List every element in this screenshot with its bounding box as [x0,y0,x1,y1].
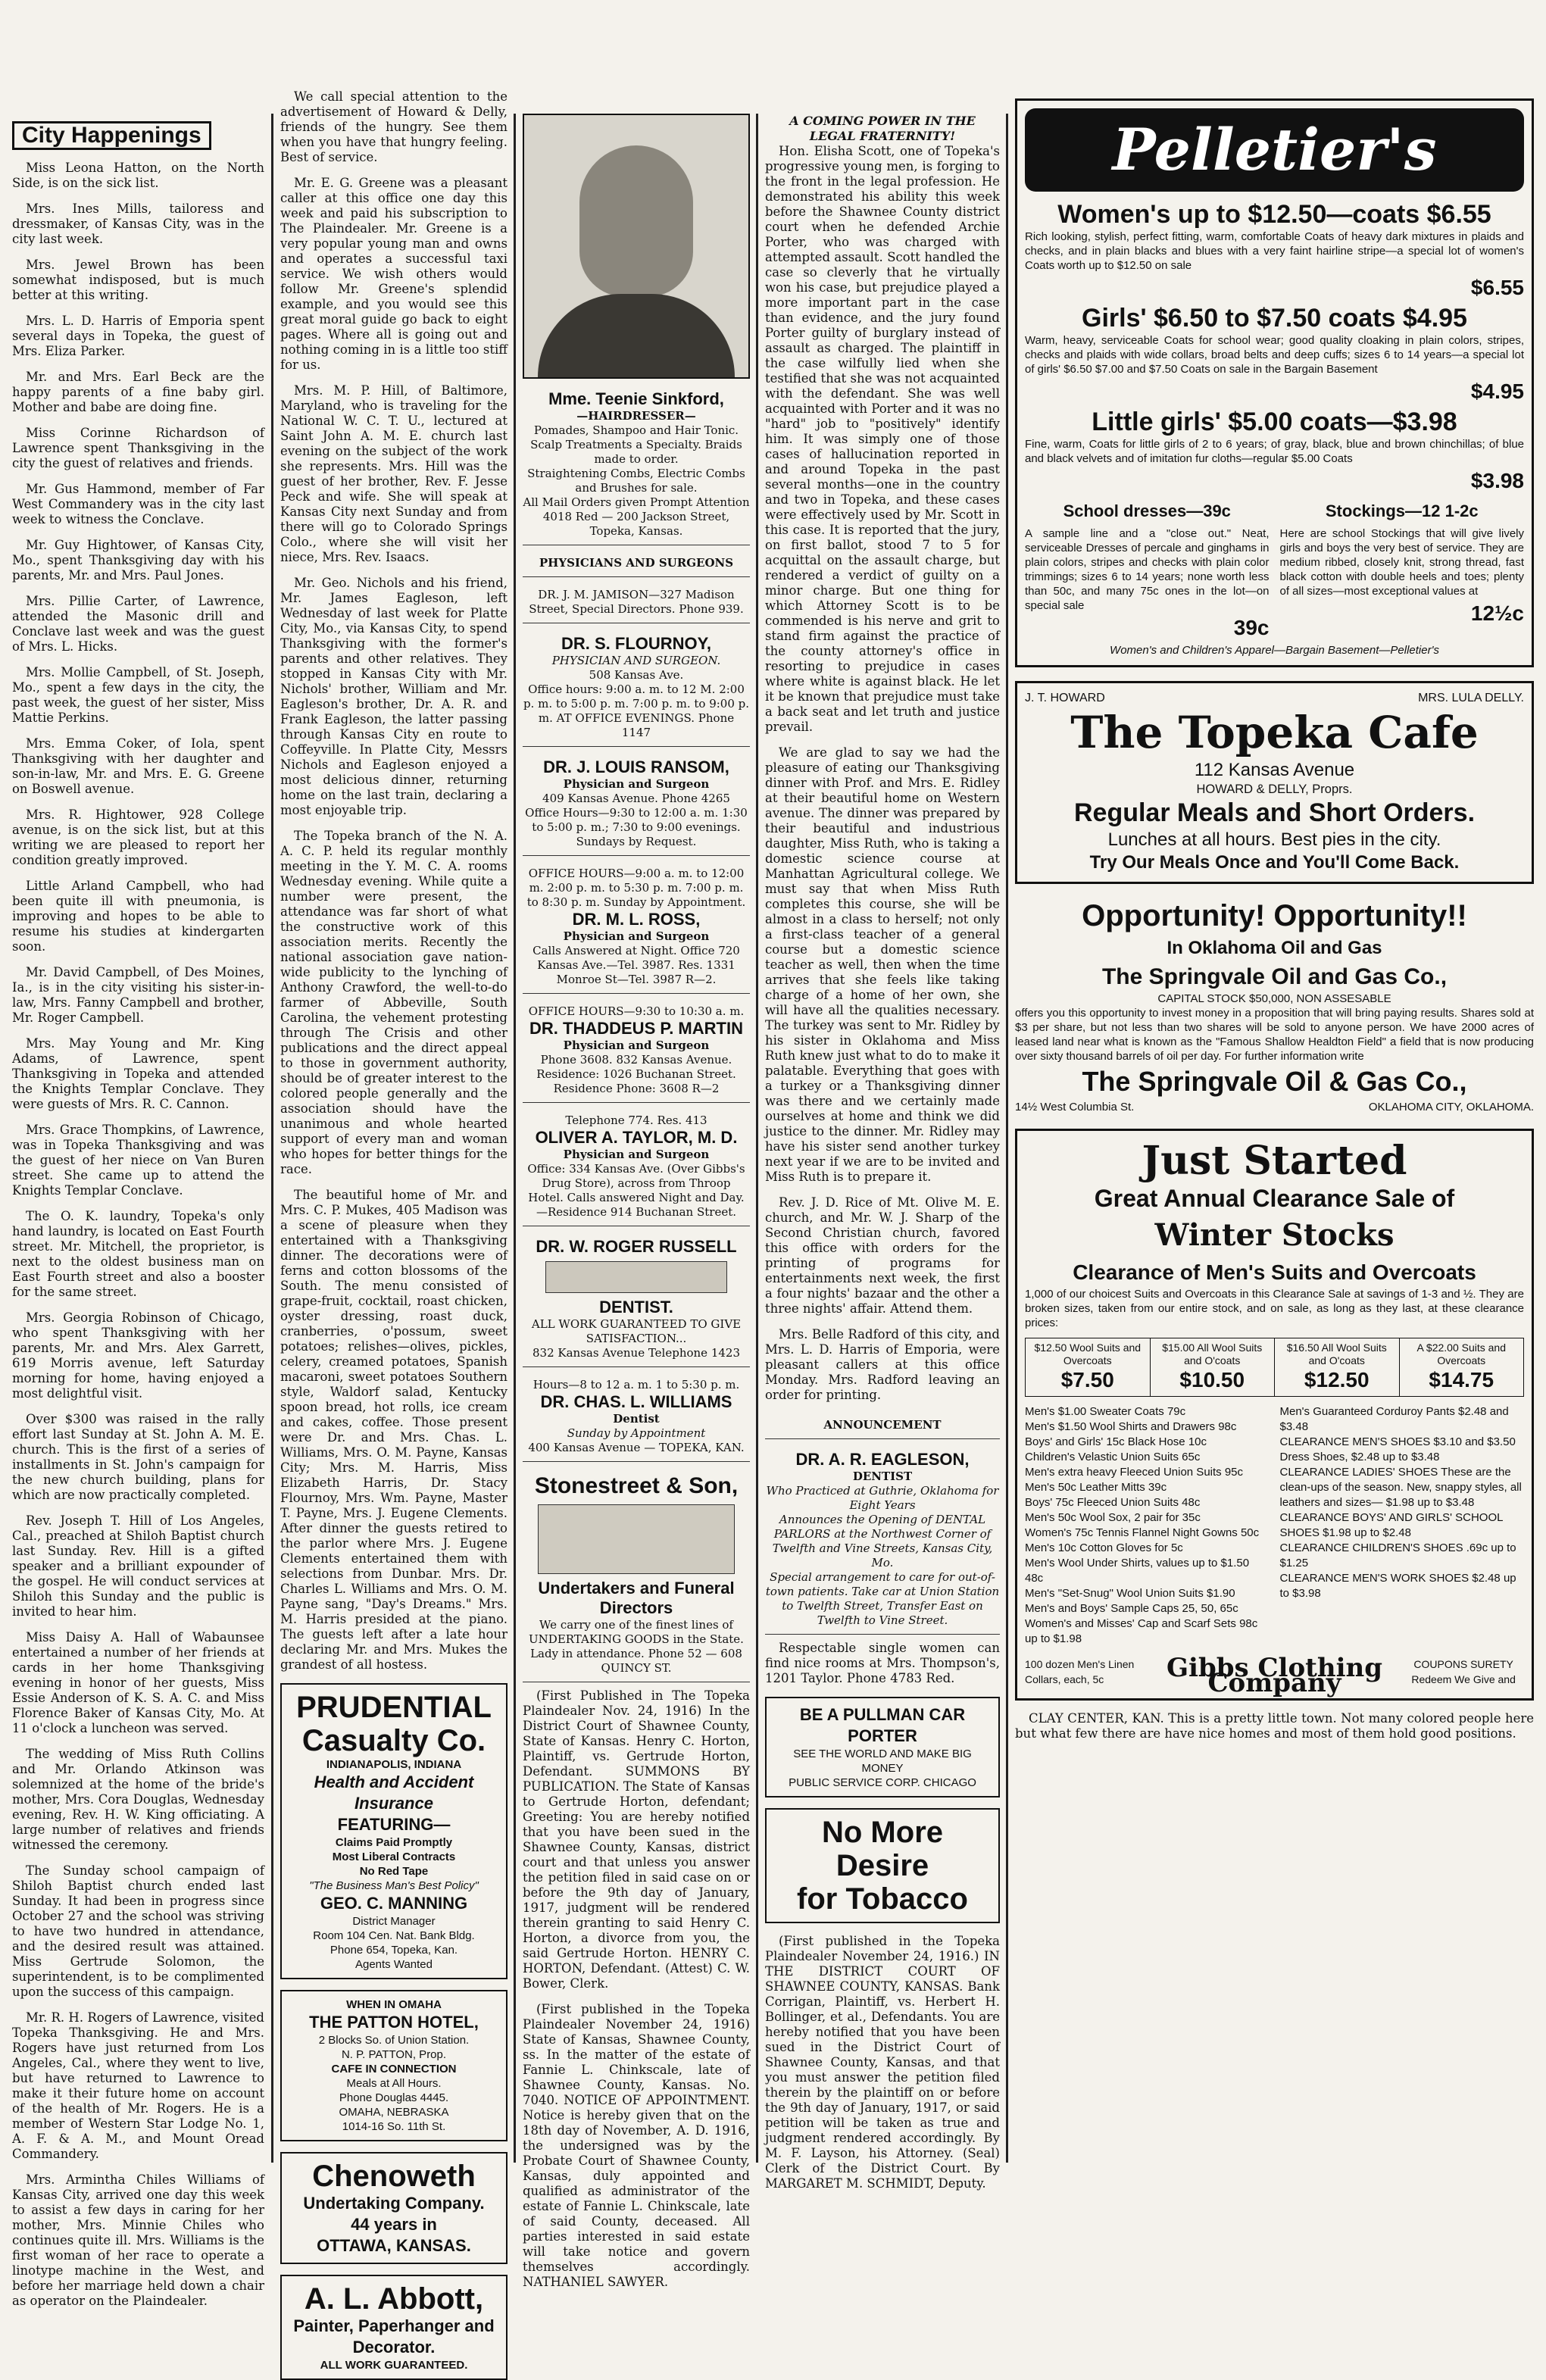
ad-line: Clearance of Men's Suits and Overcoats [1073,1260,1476,1284]
teeth-illustration [545,1261,727,1293]
news-item: Hon. Elisha Scott, one of Topeka's progressive young men, is forging to the front in the legal profession. He demonstrated his ability this week before the Shawnee County district court when he defended Archie Porter, who was charged with attempted assault. Scott handled the case so cleverly that he virtually won his case, but prejudice played a more important part in the case than evidence, and the jury found Porter guilty of burglary instead of assault as charged. The plaintiff in the case wilfully lied when she testified that she was not acquainted with the defendant. She was well acquainted with Porter and it was no "hard" job to "positively" identify him. It was simply one of those cases of hallucination reported in and around Topeka in the past several months—one in the country and two in Topeka, and these cases were effectively used by Mr. Scott in this case. It is reported that the jury, on first ballot, stood 7 to 5 for acquittal on the assault charge, but rendered a verdict of guilty on a minor charge. But one thing for which Attorney Scott is to be commended is his nerve and grit to stand firm against the practice of the county attorney's office in resorting to prejudice in cases where white is against black. He let it be known that prejudice must take a back seat and let truth and justice prevail. [765,144,1000,734]
news-item: The Sunday school campaign of Shiloh Baptist church ended last Sunday. It had been in progress since October 27 and the school was striving to have two hundred in attendance, and the desired result was attained. Miss Gertrude Solomon, the superintendent, is to be complimented upon the success of this campaign. [12,1863,264,1999]
price-value: $12.50 [1304,1368,1370,1391]
news-item: Mr. Geo. Nichols and his friend, Mr. James Eagleson, left Wednesday of last week for Platte City, Mo., via Kansas City, to spend Thanksgiving with the former's parents and other relatives. They stopped in Kansas City with Mr. Nichols' brother, William and Mr. Eagleson's brother, Dr. A. R. and Frank Eagleson, the latter passing through Kansas City en route to Coffeyville. In Platte City, Messrs Nichols and Eagleson enjoyed a most delicious dinner, returning home on the last train, declaring a most enjoyable trip. [280,576,508,817]
card-line: Office hours: 9:00 a. m. to 12 M. 2:00 p. m. to 5:00 p. m. 7:00 p. m. to 9:00 p. m. AT OFFICE EVENINGS. Phone 1147 [523,682,750,739]
ransom-card [523,753,750,856]
dresses-block [1025,496,1270,643]
springvale-oil-ad [1015,898,1534,1115]
price-cell [1400,1338,1524,1396]
card-line: Sunday by Appointment [567,1426,706,1440]
taylor-card [523,1109,750,1226]
ad-city: INDIANAPOLIS, INDIANA [326,1758,462,1771]
ad-company: The Springvale Oil & Gas Co., [1082,1066,1467,1097]
card-name: DR. S. FLOURNOY, [561,634,711,653]
ad-headline: Winter Stocks [1154,1217,1395,1253]
ad-line: Undertakers and Funeral Directors [538,1579,735,1617]
sale-item: Men's 50c Wool Sox, 2 pair for 35c [1025,1511,1201,1524]
news-item: Mrs. Georgia Robinson of Chicago, who spent Thanksgiving with her parents, Mr. and Mrs. Alex Garrett, 619 Morris avenue, left Saturday morning for home, having enjoyed a most delightful visit. [12,1310,264,1401]
ad-text: Fine, warm, Coats for little girls of 2 to 6 years; of gray, black, blue and brown chinchillas; of blue and black velvets and of imitation fur cloths—regular $5.00 Coats [1025,438,1524,465]
column-four [761,114,1004,2191]
card-line: ALL WORK GUARANTEED TO GIVE SATISFACTION... [531,1317,742,1345]
classified-ad: Respectable single women can find nice rooms at Mrs. Thompson's, 1201 Taylor. Phone 4783 Red. [765,1641,1000,1685]
ad-line: Pomades, Shampoo and Hair Tonic. [533,423,739,437]
price-value: $10.50 [1179,1368,1245,1391]
ad-line: Phone 654, Topeka, Kan. [330,1944,458,1957]
card-name: DR. W. ROGER RUSSELL [536,1237,737,1256]
price-desc: $15.00 All Wool Suits and O'coats [1162,1341,1263,1366]
news-item: Miss Daisy A. Hall of Wabaunsee entertained a number of her friends at cards in her home Thanksgiving evening in honor of her guests, Miss Essie Anderson of K. S. A. C. and Miss Florence Baker of Kansas City, Mo. At 11 o'clock a luncheon was served. [12,1630,264,1735]
ad-price: 12½c [1470,601,1524,625]
williams-card [523,1373,750,1462]
ad-line: 44 years in [351,2215,437,2234]
ad-title: A. L. Abbott, [304,2282,484,2316]
sinkford-ad [523,385,750,545]
card-title: Dentist [613,1412,660,1426]
price-grid [1025,1338,1524,1397]
news-item: We call special attention to the advertisement of Howard & Delly, friends of the hungry. See them when you have that hungry feeling. Best of service. [280,89,508,164]
ad-price: $3.98 [1470,469,1524,492]
announcement-label: ANNOUNCEMENT [765,1413,1000,1439]
bottom-article: CLAY CENTER, KAN. This is a pretty little town. Not many colored people here but what few there are have nice homes and most of them hold good positions. [1015,1711,1534,1741]
news-item: Mr. E. G. Greene was a pleasant caller at this office one day this week and paid his subscription to The Plaindealer. Mr. Greene is a very popular young man and owns and operates a successful taxi service. We wish others would follow Mr. Greene's splendid example, and you would see this great moral guide go back to eight pages. Where all is going out and nothing coming in is a little too stiff for us. [280,176,508,372]
card-title: Physician and Surgeon [563,1148,710,1161]
sale-item: Women's 75c Tennis Flannel Night Gowns 50c [1025,1526,1260,1539]
ad-text: Rich looking, stylish, perfect fitting, warm, comfortable Coats of heavy dark mixtures in plaids and checks, and in plain blacks and blues with a very faint hairline stripe—a special lot of women's Coats worth up to $12.50 on sale [1025,230,1524,272]
ad-title: No More Desire [822,1816,943,1882]
news-item: Mrs. Armintha Chiles Williams of Kansas City, arrived one day this week to assist a few days in caring for her mother, Mrs. Minnie Chiles who continues quite ill. Mrs. Williams is the first woman of her race to operate a linotype machine in the West, and before her marriage held down a chair as operator on the Plaindealer. [12,2172,264,2308]
ad-line: Health and Accident Insurance [314,1773,474,1813]
abbott-ad [280,2275,508,2380]
ad-line: CAFE IN CONNECTION [331,2063,457,2075]
article-list [12,161,264,2309]
ad-feature: Most Liberal Contracts [332,1851,456,1863]
news-item: Mr. R. H. Rogers of Lawrence, visited Topeka Thanksgiving. He and Mrs. Rogers have just returned from Los Angeles, Cal., where they went to live, but have returned to Lawrence to make it their future home on account of the health of Mr. Rogers. He is a member of Western Star Lodge No. 1, A. F. & A. M., and Mount Oread Commandery. [12,2010,264,2161]
sale-item: Women's and Misses' Cap and Scarf Sets 98c up to $1.98 [1025,1617,1258,1645]
ad-address-row [1015,1100,1534,1115]
ad-headline: Girls' $6.50 to $7.50 coats $4.95 [1082,304,1467,333]
ad-text: Here are school Stockings that will give lively girls and boys the very best of service. They are medium ribbed, closely knit, strong thread, fast black cotton with double heels and toes; plenty of all sizes—most exceptional values at [1279,527,1524,598]
ad-title: PRUDENTIAL Casualty Co. [296,1691,492,1757]
ad-headline: School dresses—39c [1063,501,1231,520]
news-item: Rev. Joseph T. Hill of Los Angeles, Cal., preached at Shiloh Baptist church last Sunday. Rev. Hill is a gifted speaker and a brilliant expounder of the gospel. He will conduct services at Shiloh this Sunday and the public is invited to hear him. [12,1513,264,1619]
pelletiers-ad [1015,98,1534,667]
news-item: The beautiful home of Mr. and Mrs. C. P. Mukes, 405 Madison was a scene of pleasure when they entertained with a Thanksgiving dinner. The decorations were of ferns and cotton blossoms of the South. The menu consisted of grape-fruit, cocktail, roast chicken, oyster dressing, roast duck, cranberries, o'possum, sweet potatoes; relishes—olives, pickles, celery, creamed potatoes, Spanish macaroni, sweet potatoes Southern style, Waldorf salad, Kentucky spoon bread, hot rolls, ice cream and cakes, coffee. Those present were Dr. and Mrs. Chas. L. Williams, Mrs. O. M. Payne, Kansas City; Mrs. M. Harris, Miss Elizabeth Harris, Dr. Stacy Flournoy, Mrs. Wm. Payne, Master T. Payne, Mrs. J. Eugene Clements. After dinner the guests retired to the parlor where Mrs. J. Eugene Clements entertained them with selections from Dunbar. Mrs. Dr. Charles L. Williams and Mrs. O. M. Payne sang, "Day's Dreams." Mrs. M. Harris presided at the piano. The guests left after a late hour declaring Mr. and Mrs. Mukes the grandest of all hostess. [280,1188,508,1672]
jamison-card: DR. J. M. JAMISON—327 Madison Street, Special Directors. Phone 939. [523,583,750,623]
news-item: Little Arland Campbell, who had been quite ill with pneumonia, is improving and hopes to be able to resume his studies at kindergarten soon. [12,879,264,954]
sale-list-left [1025,1404,1270,1647]
section-header: City Happenings [12,121,211,150]
card-line: Hours—8 to 12 a. m. 1 to 5:30 p. m. [533,1378,740,1391]
portrait-face [579,145,693,297]
article-heading: A COMING POWER IN THE LEGAL FRATERNITY! [789,114,976,143]
news-item: We are glad to say we had the pleasure of eating our Thanksgiving dinner with Prof. and Mrs. E. Ridley at their beautiful home on Western avenue. The dinner was prepared by their beautiful and industrious daughter, Miss Ruth, who is taking a domestic science course at Manhattan Agricultural college. We must say that when Miss Ruth completes this course, she will be almost in a class to herself; not only a first-class teacher of a general course but a domestic science teacher as well, then when the time arrives that she feels like taking charge of a home of her own, she will have all the qualities necessary. The turkey was sent to Mr. Ridley by his sister in Oklahoma and Miss Ruth knew just what to do to make it palatable. Everything that goes with a turkey or a Thanksgiving dinner was there and we certainly made ourselves at home and think we did justice to the dinner. Mr. Ridley may have his sister send another turkey next year if we are to be invited and Miss Ruth is to prepare it. [765,745,1000,1184]
ad-line: Announces the Opening of DENTAL PARLORS at the Northwest Corner of Twelfth and Vine Streets, Kansas City, Mo. [772,1513,993,1569]
news-item: Miss Leona Hatton, on the North Side, is on the sick list. [12,161,264,190]
news-item: Mrs. M. P. Hill, of Baltimore, Maryland, who is traveling for the National W. C. T. U., lectured at Saint John A. M. E. church last evening on the subject of the work she represents. Mrs. Hill was the guest of her brother, Rev. F. Jesse Peck and wife. She will speak at Kansas City next Sunday and from there will go to Colorado Springs Colo., where she will visit her niece, Mrs. Rev. Isaacs. [280,383,508,564]
ad-line: Straightening Combs, Electric Combs and Brushes for sale. [527,467,745,495]
news-item: Mrs. Pillie Carter, of Lawrence, attended the Masonic drill and Conclave last week and was the guest of Mrs. L. Hicks. [12,594,264,654]
sale-item: Men's Guaranteed Corduroy Pants $2.48 and $3.48 [1279,1405,1509,1433]
tobacco-ad [765,1808,1000,1923]
ad-line: OMAHA, NEBRASKA [339,2106,449,2119]
price-cell [1151,1338,1276,1396]
sale-item: Men's 50c Leather Mitts 39c [1025,1481,1167,1494]
ad-line: Meals at All Hours. [346,2077,442,2090]
gibbs-name: Gibbs Clothing Company [1167,1653,1382,1698]
ad-feature: Claims Paid Promptly [335,1836,453,1849]
ad-line: —HAIRDRESSER— [576,409,696,423]
sale-item: CLEARANCE CHILDREN'S SHOES .69c up to $1.25 [1279,1541,1516,1569]
ad-title: BE A PULLMAN CAR PORTER [799,1705,966,1745]
news-item: Mr. Gus Hammond, member of Far West Commandery was in the city last week to witness the Conclave. [12,482,264,526]
ad-line: Phone Douglas 4445. [339,2091,449,2104]
ad-line: SEE THE WORLD AND MAKE BIG MONEY [793,1748,972,1775]
news-item: Mrs. Jewel Brown has been somewhat indisposed, but is much better at this writing. [12,258,264,302]
ad-line: District Manager [352,1915,436,1928]
price-value: $7.50 [1060,1368,1114,1391]
price-desc: A $22.00 Suits and Overcoats [1416,1341,1507,1366]
news-item: Mrs. L. D. Harris of Emporia spent several days in Topeka, the guest of Mrs. Eliza Parker. [12,314,264,358]
card-title: Physician and Surgeon [563,777,710,791]
price-desc: $16.50 All Wool Suits and O'coats [1286,1341,1387,1366]
ad-slogan: "The Business Man's Best Policy" [309,1879,479,1892]
pelletiers-logo: Pelletier's [1025,108,1524,192]
card-name: DR. THADDEUS P. MARTIN [529,1019,743,1038]
stockings-block [1280,496,1525,643]
sale-item: Men's "Set-Snug" Wool Union Suits $1.90 [1025,1587,1235,1600]
ad-title: DR. A. R. EAGLESON, [795,1450,970,1469]
news-item: Over $300 was raised in the rally effort last Sunday at St. John A. M. E. church. This is the first of a series of installments in St. John's campaign for the new church building, plans for which are now practically completed. [12,1412,264,1502]
legal-notice: (First published in the Topeka Plaindealer November 24, 1916) State of Kansas, Shawnee County, ss. In the matter of the estate of Fannie L. Chinkscale, late of Shawnee County, Kansas. No. 7040. NOTICE OF APPOINTMENT. Notice is hereby given that on the 18th day of November, A. D. 1916, the undersigned was by the Probate Court of Shawnee County, Kansas, duly appointed and qualified as administrator of the estate of Fannie L. Chinkscale, late of said County, deceased. All parties interested in said estate will take notice and govern themselves accordingly. NATHANIEL SAWYER. [523,2002,750,2289]
sale-item: Men's $1.00 Sweater Coats 79c [1025,1405,1186,1418]
news-item: Mrs. R. Hightower, 928 College avenue, is on the sick list, but at this writing we are pleased to report her condition greatly improved. [12,807,264,867]
ad-line: Scalp Treatments a Specialty. Braids made to order. [530,438,742,466]
ad-line: Room 104 Cen. Nat. Bank Bldg. [313,1929,475,1942]
ad-agent: GEO. C. MANNING [320,1894,468,1913]
card-name: DR. M. L. ROSS, [572,910,701,929]
ad-feature: No Red Tape [359,1865,429,1878]
card-name: DR. J. LOUIS RANSOM, [543,757,729,776]
ad-text: offers you this opportunity to invest money in a proposition that will bring paying results. Shares sold at $3 per share, but not less than two shares will be sold to anyone person. We have 2000 acres of leased land near what is known as the "Famous Shallow Healdton Field" a field that is now producing over sixty thousand barrels of oil per day. For further information write [1015,1007,1534,1063]
news-item: Mrs. Grace Thompkins, of Lawrence, was in Topeka Thanksgiving and was the guest of her niece on Van Buren street. She came up to attend the Knights Templar Conclave. [12,1123,264,1198]
news-item: Rev. J. D. Rice of Mt. Olive M. E. church, and Mr. W. J. Sharp of the Second Christian church, favored this office with orders for the printing of programs for entertainments next week, the first a four nights' bazaar and the other a three nights' affair. Attend them. [765,1195,1000,1316]
ad-headline: Little girls' $5.00 coats—$3.98 [1092,408,1457,436]
sale-item: Boys' and Girls' 15c Black Hose 10c [1025,1435,1207,1448]
ad-line: N. P. PATTON, Prop. [341,2048,447,2061]
ad-title: THE PATTON HOTEL, [309,2013,479,2032]
price-cell [1026,1338,1151,1396]
news-item: Mr. and Mrs. Earl Beck are the happy parents of a fine baby girl. Mother and babe are doing fine. [12,370,264,414]
card-name: OLIVER A. TAYLOR, M. D. [535,1128,738,1147]
sale-list-right [1280,1404,1525,1647]
ad-headline: Women's up to $12.50—coats $6.55 [1057,200,1491,229]
column-five-ads [1010,98,1538,2163]
ad-line: PUBLIC SERVICE CORP. CHICAGO [789,1776,976,1789]
ad-headline: Opportunity! Opportunity!! [1082,899,1467,932]
ad-line: CAPITAL STOCK $50,000, NON ASSESABLE [1157,992,1391,1005]
ad-line: In Oklahoma Oil and Gas [1167,938,1382,958]
stonestreet-ad [523,1468,750,1682]
price-value: $14.75 [1429,1368,1494,1391]
sale-item: Boys' 75c Fleeced Union Suits 48c [1025,1496,1201,1509]
news-item: Mrs. Mollie Campbell, of St. Joseph, Mo., spent a few days in the city, the past week, the guest of her sister, Miss Mattie Perkins. [12,665,264,725]
ad-text: 1,000 of our choicest Suits and Overcoats in this Clearance Sale at savings of 1-3 and ½. They are broken sizes, taken from our entire stock, and on sale, as long as they last, at these clearance prices: [1025,1288,1524,1329]
article-list [280,89,508,1673]
ad-price: $4.95 [1470,379,1524,403]
owner-left: J. T. HOWARD [1025,692,1105,704]
ad-line: ALL WORK GUARANTEED. [320,2359,468,2372]
ad-price: 39c [1233,616,1270,639]
flournoy-card [523,629,750,747]
news-item: Mr. David Campbell, of Des Moines, Ia., is in the city visiting his sister-in-law, Mrs. Fanny Campbell and brother, Mr. Roger Campbell. [12,965,264,1025]
ad-line: DENTIST [852,1470,913,1483]
card-line: 409 Kansas Avenue. Phone 4265 [542,792,730,805]
cafe-line: Regular Meals and Short Orders. [1073,798,1476,827]
cafe-address: 112 Kansas Avenue [1194,760,1355,780]
directory-heading: PHYSICIANS AND SURGEONS [523,551,750,577]
sale-item: Men's extra heavy Fleeced Union Suits 95c [1025,1466,1244,1479]
ad-line: WHEN IN OMAHA [346,1998,442,2011]
ross-card [523,862,750,994]
ad-headline: Just Started [1142,1138,1407,1184]
sale-item: Men's $1.50 Wool Shirts and Drawers 98c [1025,1420,1237,1433]
news-item: Mrs. May Young and Mr. King Adams, of Lawrence, spent Thanksgiving in Topeka and attended the Knights Templar Conclave. They were guests of Mrs. R. C. Cannon. [12,1036,264,1111]
news-item: The O. K. laundry, Topeka's only hand laundry, is located on East Fourth street. Mr. Mitchell, the proprietor, is next to the oldest business man on East Fourth street and also a booster for the same street. [12,1209,264,1299]
martin-card [523,1000,750,1103]
portrait-body [538,294,735,377]
card-line: OFFICE HOURS—9:30 to 10:30 a. m. [528,1004,745,1018]
ad-line: Painter, Paperhanger and Decorator. [293,2316,495,2357]
ad-price: $6.55 [1470,276,1524,299]
ad-line: Agents Wanted [354,1958,433,1971]
column-rule [514,114,516,2163]
ad-line: Who Practiced at Guthrie, Oklahoma for Eight Years [766,1484,999,1512]
gibbs-clothing-ad [1015,1129,1534,1701]
topeka-cafe-ad [1015,681,1534,884]
legal-notice: (First Published in The Topeka Plaindealer Nov. 24, 1916) In the District Court of Shawnee County, State of Kansas. Henry C. Horton, Plaintiff, vs. Gertrude Horton, Defendant. SUMMONS BY PUBLICATION. The State of Kansas to Gertrude Horton, defendant; Greeting: You are hereby notified that you have been sued in the Shawnee County, Kansas, district court and that unless you answer the petition filed in said case on or before the 9th day of January, 1917, judgment will be rendered therein granting to said Henry C. Horton, a divorce from you, the said Gertrude Horton. HENRY C. HORTON, Defendant. (Attest) C. W. Bower, Clerk. [523,1688,750,1991]
news-item: Mrs. Ines Mills, tailoress and dressmaker, of Kansas City, was in the city last week. [12,201,264,246]
eagleson-ad [765,1445,1000,1635]
cafe-line: Try Our Meals Once and You'll Come Back. [1089,852,1460,873]
article-list [765,144,1000,1403]
ad-line: 1014-16 So. 11th St. [342,2120,446,2133]
sale-item: Children's Velastic Union Suits 65c [1025,1451,1201,1463]
sale-item: CLEARANCE MEN'S SHOES $3.10 and $3.50 Dress Shoes, $2.48 up to $3.48 [1279,1435,1516,1463]
column-rule [271,114,273,2163]
ad-line: Great Annual Clearance Sale of [1094,1185,1455,1212]
chenoweth-ad [280,2152,508,2264]
sale-item: Men's 10c Cotton Gloves for 5c [1025,1541,1183,1554]
ad-title: Chenoweth [312,2160,476,2193]
ad-headline: Stockings—12 1-2c [1325,501,1479,520]
patton-hotel-ad [280,1990,508,2141]
news-item: The wedding of Miss Ruth Collins and Mr. Orlando Atkinson was solemnized at the home of the bride's mother, Mrs. Cora Douglas, Wednesday evening, Rev. H. W. King officiating. A large number of relatives and friends witnessed the ceremony. [12,1747,264,1852]
card-line: Phone 3608. 832 Kansas Avenue. Residence: 1026 Buchanan Street. Residence Phone: 3608 R—2 [536,1053,736,1095]
sale-item: Men's and Boys' Sample Caps 25, 50, 65c [1025,1602,1238,1615]
price-desc: $12.50 Wool Suits and Overcoats [1034,1341,1142,1366]
ad-line: The Springvale Oil and Gas Co., [1101,964,1448,989]
card-name: DR. CHAS. L. WILLIAMS [540,1392,732,1411]
card-line: Telephone 774. Res. 413 [565,1113,707,1127]
card-line: Office Hours—9:30 to 12:00 a. m. 1:30 to 5:00 p. m.; 7:30 to 9:00 evenings. Sundays by Request. [525,806,748,848]
sale-item: CLEARANCE LADIES' SHOES These are the clean-ups of the season. New, snappy styles, all leathers and sizes— $1.98 up to $3.48 [1279,1466,1522,1509]
card-line: 508 Kansas Ave. [589,668,684,682]
cafe-props: HOWARD & DELLY, Proprs. [1196,782,1353,796]
card-line: 400 Kansas Avenue — TOPEKA, KAN. [528,1441,745,1454]
ad-footer: Women's and Children's Apparel—Bargain Basement—Pelletier's [1110,644,1439,657]
card-line: OFFICE HOURS—9:00 a. m. to 12:00 m. 2:00 p. m. to 5:30 p. m. 7:00 p. m. to 8:30 p. m. Sunday by Appointment. [526,867,746,909]
column-rule [756,114,758,2163]
ad-title: Stonestreet & Son, [534,1473,739,1498]
prudential-ad [280,1683,508,1979]
column-two [276,89,512,2372]
hearse-illustration [538,1504,735,1574]
news-item: Mrs. Belle Radford of this city, and Mrs. L. D. Harris of Emporia, were pleasant callers at this office Monday. Mrs. Radford leaving an order for printing. [765,1327,1000,1402]
cafe-owners [1025,691,1524,706]
ad-text: A sample line and a "close out." Neat, serviceable Dresses of percale and ginghams in plain colors, stripes and checks with plain color trimmings; sizes 6 to 14 years; none worth less than 50c, and many 75c ones in the lot—on special sale [1025,527,1270,612]
column-three [518,114,754,2289]
news-item: Mr. Guy Hightower, of Kansas City, Mo., spent Thanksgiving day with his parents, Mr. and Mrs. Paul Jones. [12,538,264,583]
ad-line: OTTAWA, KANSAS. [317,2236,471,2255]
ad-title: Mme. Teenie Sinkford, [548,389,724,408]
sale-item: CLEARANCE MEN'S WORK SHOES $2.48 up to $3.98 [1279,1572,1516,1600]
card-title: Physician and Surgeon [563,1039,710,1052]
news-item: Mrs. Emma Coker, of Iola, spent Thanksgiving with her daughter and son-in-law, Mr. and Mrs. E. G. Greene on Boswell avenue. [12,736,264,796]
card-line: Office: 334 Kansas Ave. (Over Gibbs's Drug Store), across from Throop Hotel. Calls answered Night and Day.—Residence 914 Buchanan Street. [527,1162,745,1219]
sale-item: CLEARANCE BOYS' AND GIRLS' SCHOOL SHOES $1.98 up to $2.48 [1279,1511,1503,1539]
ad-text: Warm, heavy, serviceable Coats for school wear; good quality cloaking in plain colors, stripes, checks and plaids with wide collars, broad belts and deep cuffs; sizes 6 to 14 years—a special lot of girls' $6.50 $7.00 and $7.50 Coats on sale in the Bargain Basement [1025,334,1524,376]
card-title: PHYSICIAN AND SURGEON. [551,654,721,667]
ad-footer-row [1025,1653,1524,1698]
pullman-ad [765,1697,1000,1797]
owner-right: MRS. LULA DELLY. [1418,692,1524,704]
ad-two-column [1025,496,1524,643]
column-city-happenings [8,114,269,2308]
ad-line: Special arrangement to care for out-of-town patients. Take car at Union Station to Twelfth Street, Transfer East on Twelfth to Vine Street. [765,1570,1000,1627]
sale-list [1025,1404,1524,1647]
ad-line: FEATURING— [337,1815,451,1834]
coupons-note: COUPONS SURETY Redeem We Give and [1411,1658,1516,1685]
ad-line: Undertaking Company. [303,2194,485,2213]
news-item: The Topeka branch of the N. A. A. C. P. held its regular monthly meeting in the Y. M. C. A. rooms Wednesday evening. While quite a number were present, the attendance was far short of what the constructive work of this association merits. Recently the national association gave nation-wide publicity to the lynching of Anthony Crawford, the well-to-do farmer of Abbeville, South Carolina, the vehement protesting through The Crisis and other publications and the direct appeal to those in government authority, should be of greater interest to the colored people generally and the association should have the unanimous and whole hearted support of every man and woman who hopes for better things for the race. [280,829,508,1176]
ad-line: 2 Blocks So. of Union Station. [318,2034,470,2047]
column-rule [1006,114,1008,2163]
cafe-name: The Topeka Cafe [1070,707,1479,758]
ad-address-left: 14½ West Columbia St. [1015,1101,1135,1113]
price-cell [1275,1338,1400,1396]
card-title: Physician and Surgeon [563,929,710,943]
card-line: 832 Kansas Avenue Telephone 1423 [532,1346,741,1360]
russell-card [523,1232,750,1367]
cafe-line: Lunches at all hours. Best pies in the city. [1107,829,1441,850]
card-line: Calls Answered at Night. Office 720 Kansas Ave.—Tel. 3987. Res. 1331 Monroe St—Tel. 3987 R—2. [533,944,740,986]
card-title: DENTIST. [599,1298,673,1316]
ad-line: All Mail Orders given Prompt Attention 4018 Red — 200 Jackson Street, Topeka, Kansas. [523,495,750,538]
ad-line: We carry one of the finest lines of UNDERTAKING GOODS in the State. Lady in attendance. Phone 52 — 608 QUINCY ST. [529,1618,744,1675]
collars-offer: 100 dozen Men's Linen Collars, each, 5c [1025,1658,1135,1685]
portrait-image [523,114,750,379]
legal-notice: (First published in the Topeka Plaindealer November 24, 1916.) IN THE DISTRICT COURT OF SHAWNEE COUNTY, KANSAS. Bank Corrigan, Plaintiff, vs. Herbert H. Bollinger, et al., Defendants. You are hereby notified that you have been sued in the District Court of Shawnee County, Kansas, and that you must answer the petition filed therein by the plaintiff on or before the 9th day of January, 1917, or said petition will be taken as true and judgment rendered accordingly. By M. F. Layson, his Attorney. (Seal) Clerk of the District Court. By MARGARET M. SCHMIDT, Deputy. [765,1934,1000,2191]
ad-title: for Tobacco [797,1882,968,1916]
news-item: Miss Corinne Richardson of Lawrence spent Thanksgiving in the city the guest of relatives and friends. [12,426,264,470]
sale-item: Men's Wool Under Shirts, values up to $1.50 48c [1025,1557,1250,1585]
ad-address-right: OKLAHOMA CITY, OKLAHOMA. [1368,1101,1534,1113]
